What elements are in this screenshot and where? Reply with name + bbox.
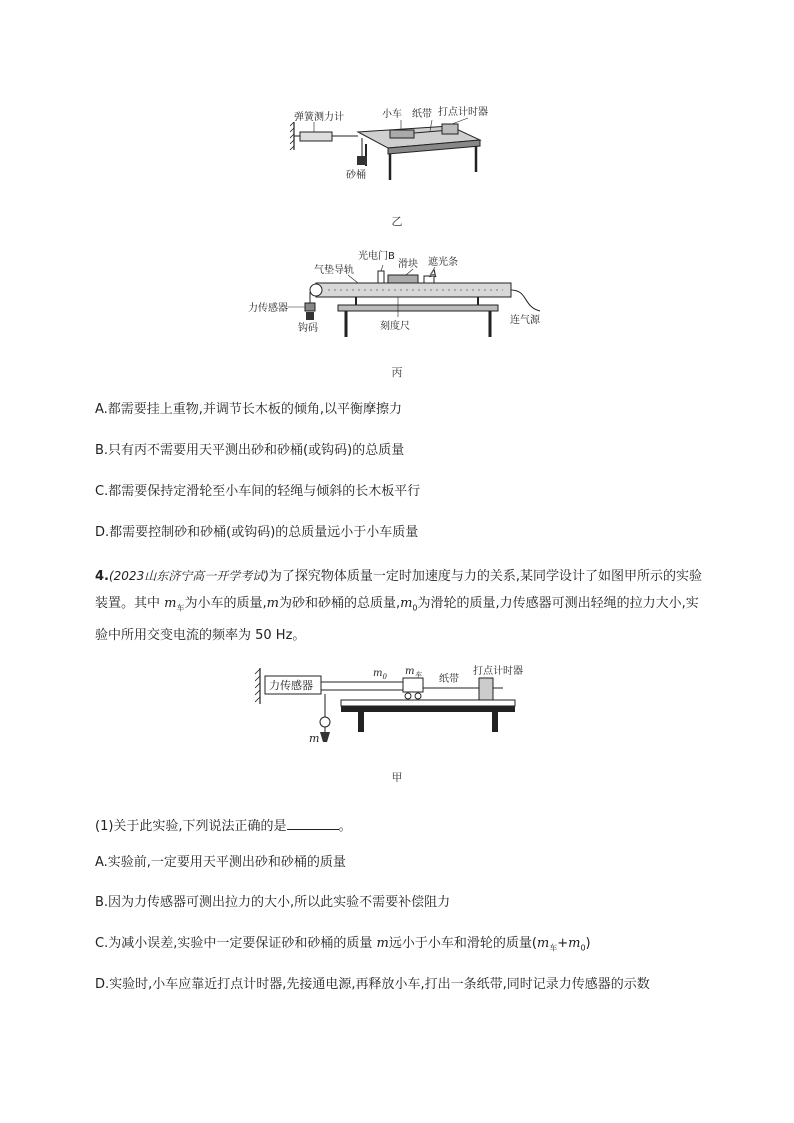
option-4c bbox=[95, 934, 591, 959]
label-force-sensor-jia: 力传感器 bbox=[269, 679, 313, 692]
label-tape-jia: 纸带 bbox=[439, 674, 459, 685]
symbol-m0-c: m bbox=[568, 936, 581, 951]
question-4-stem bbox=[95, 563, 705, 649]
label-car: 小车 bbox=[382, 109, 402, 120]
option-3d: D.都需要控制砂和砂桶(或钩码)的总质量远小于小车质量 bbox=[95, 525, 419, 540]
option-3a: A.都需要挂上重物,并调节长木板的倾角,以平衡摩擦力 bbox=[95, 402, 403, 417]
figure-jia-caption: 甲 bbox=[391, 771, 403, 784]
label-tape: 纸带 bbox=[412, 109, 432, 120]
label-m-jia: m bbox=[309, 732, 320, 745]
subscript-0-c: 0 bbox=[580, 943, 586, 953]
label-force-sensor: 力传感器 bbox=[248, 303, 288, 314]
answer-blank[interactable] bbox=[287, 815, 339, 830]
figure-bing-caption: 丙 bbox=[391, 366, 403, 379]
option-4c-text-2: 远小于小车和滑轮的质量( bbox=[388, 936, 537, 951]
label-timer: 打点计时器 bbox=[438, 107, 488, 118]
label-m-che: $m_车$ bbox=[405, 666, 422, 679]
subscript-che: 车 bbox=[176, 603, 185, 613]
stem-text-2: 为小车的质量, bbox=[184, 596, 267, 611]
stem-text-3: 为砂和砂桶的总质量, bbox=[278, 596, 401, 611]
option-3b: B.只有丙不需要用天平测出砂和砂桶(或钩码)的总质量 bbox=[95, 443, 405, 458]
label-hook-weight: 钩码 bbox=[298, 323, 318, 334]
label-air-source: 连气源 bbox=[510, 315, 540, 326]
option-4d: D.实验时,小车应靠近打点计时器,先接通电源,再释放小车,打出一条纸带,同时记录力传感器的示数 bbox=[95, 977, 650, 992]
symbol-m-che: m bbox=[164, 596, 177, 611]
subscript-0: 0 bbox=[412, 603, 418, 613]
option-4b: B.因为力传感器可测出拉力的大小,所以此实验不需要补偿阻力 bbox=[95, 895, 451, 910]
prompt-text: (1)关于此实验,下列说法正确的是 bbox=[95, 819, 287, 834]
question-number: 4. bbox=[95, 569, 109, 584]
symbol-m0: m bbox=[400, 596, 413, 611]
figure-yi-caption: 乙 bbox=[391, 215, 403, 228]
label-timer-jia: 打点计时器 bbox=[473, 666, 523, 677]
question-4-1-prompt bbox=[95, 815, 352, 837]
prompt-end: 。 bbox=[338, 819, 352, 834]
label-light-strip: 遮光条 bbox=[428, 257, 458, 268]
option-3c: C.都需要保持定滑轮至小车间的轻绳与倾斜的长木板平行 bbox=[95, 484, 421, 499]
label-slider: 滑块 bbox=[398, 259, 418, 270]
figure-bing-apparatus bbox=[248, 245, 558, 340]
label-air-track: 气垫导轨 bbox=[314, 265, 354, 276]
label-bucket: 砂桶 bbox=[346, 170, 366, 181]
symbol-m-c: m bbox=[376, 936, 389, 951]
stem-text-4: 为滑轮的质量,力传感器可测出轻绳的拉力大小,实验中所用交变电流的频率为 50 Hz。 bbox=[95, 596, 699, 643]
label-m0: $m_0$ bbox=[373, 668, 387, 681]
option-4c-text-1: C.为减小误差,实验中一定要保证砂和砂桶的质量 bbox=[95, 936, 377, 951]
label-a: A bbox=[430, 269, 438, 280]
label-ruler: 刻度尺 bbox=[380, 321, 410, 332]
option-4c-close: ) bbox=[585, 936, 591, 951]
figure-jia-apparatus bbox=[255, 660, 545, 755]
stem-text-1: 为了探究物体质量一定时加速度与力的关系,某同学设计了如图甲所示的实验装置。其中 bbox=[95, 569, 703, 611]
option-4a: A.实验前,一定要用天平测出砂和砂桶的质量 bbox=[95, 855, 346, 870]
plus-sign: + bbox=[557, 936, 569, 951]
label-photogate-b: 光电门B bbox=[358, 251, 395, 262]
subscript-che-c: 车 bbox=[549, 943, 558, 953]
question-source: (2023山东济宁高一开学考试) bbox=[108, 569, 269, 583]
symbol-m: m bbox=[266, 596, 279, 611]
symbol-m-che-c: m bbox=[536, 936, 550, 951]
figure-yi-apparatus bbox=[290, 100, 505, 185]
label-spring-scale: 弹簧测力计 bbox=[294, 112, 344, 123]
